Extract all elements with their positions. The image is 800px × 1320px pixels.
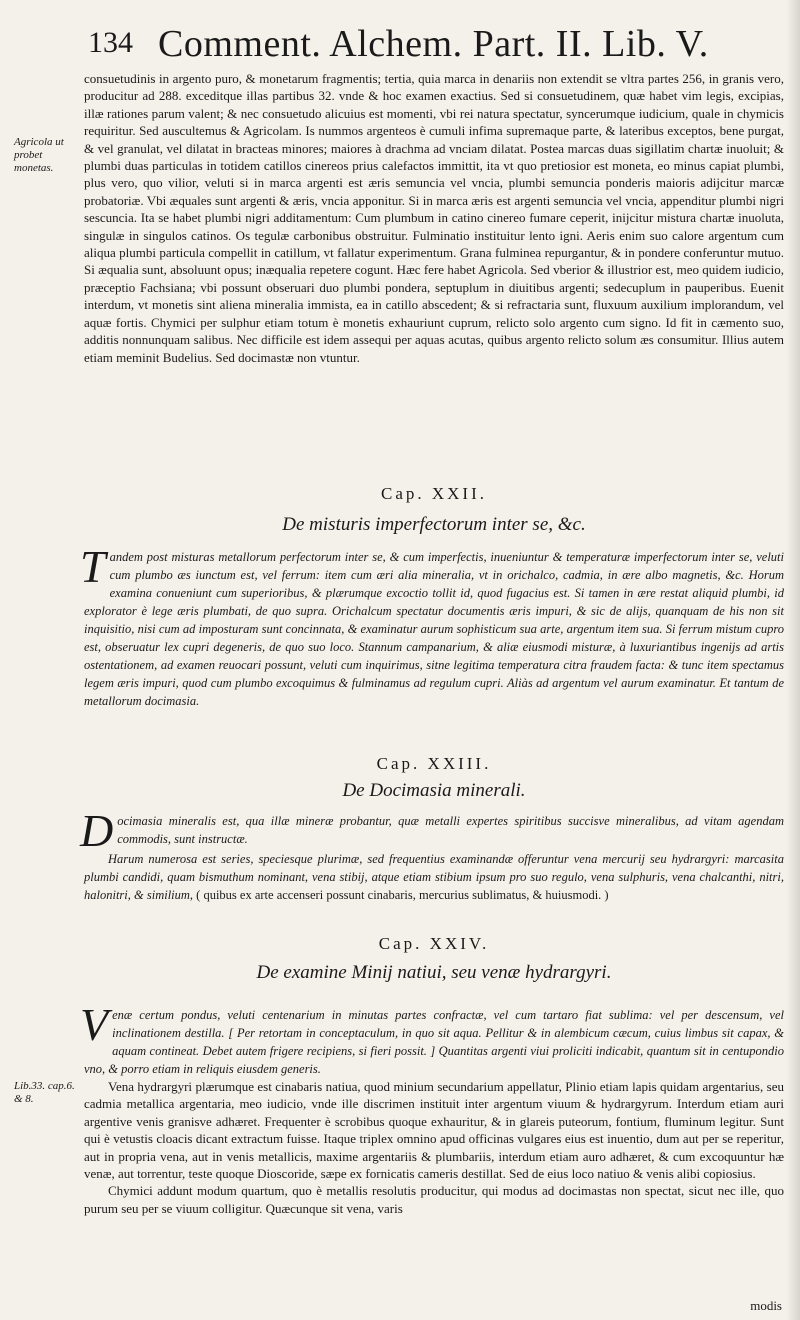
margin-note-lib-ref: Lib.33. cap.6. & 8. <box>14 1080 75 1105</box>
continuation-paragraph: consuetudinis in argento puro, & monetarum fragmentis; tertia, quia marca in denariis non extendit se vltra partes 256, in granis vero, producitur ad 288. exceditque illas partibus 32. vnde & hoc examen exactius. Sed si consuetudinem, quæ habet vim legis, excipias, illæ rationes parum valent; & nec consuetudo alicuius est momenti, vbi rei natura spectatur, syncerumque iudicium, quale in chymicis requiritur. Sed auscultemus & Agricolam. Is nummos argenteos è cumuli infima supremaque parte, & lateribus exceptos, bene purgat, & vel granulat, vel dilatat in bracteas minores; maiores à drachma ad vnciam dilatat. Postea marcas duas sigillatim chartæ inuoluit; & plumbi duas particulas in totidem catillos cinereos prius calefactos immittit, ita vt quo pretiosior est moneta, eo minus capiat plumbi, plus vero, quo vilior, veluti si in marca argenti est æris semuncia vel vncia, plumbi semuncia ponderis maioris adijcitur marcæ probatoriæ. Vbi æquales sunt argenti & æris, vncia apponitur. Si in marca æris est argenti semuncia vel vncia, appenditur plumbi nigri sescuncia. Ita se habet plumbi nigri additamentum: Cum plumbum in catino cinereo fumare ceperit, inijcitur mistura chartæ inuoluta, singulæ in singulos catinos. Os tegulæ carbonibus obstruitur. Fulminatio instituitur lento igni. Aeris enim suo calore argentum cum aliqua plumbi particula compellit in catillum, vt fallatur experimentum. Grana fulminea repurgantur, & in pondere conferuntur mutuo. Si æqualia sunt, absoluunt opus; inæqualia repetere cogunt. Hæc fere habet Agricola. Sed vberior & illustrior est, meo quidem iudicio, præceptio Fachsiana; vbi possunt obseruari duo plumbi pondera, septuplum in diuitibus argenti; sedecuplum in pauperibus. Euenit interdum, vt monetis sint aliena mineralia immista, ea in catillo abscedent; & si refractaria sunt, fluxuum auxilium implorandum, vel aquæ fortis. Chymici per sulphur etiam totum è monetis exhauriunt cuprum, relicto solo argento cum signo. Id fit in cæmento suo, additis nonnunquam salibus. Nec difficile est idem assequi per aquas acutas, quibus argento relicto solum æs consumitur. Illius autem etiam meminit Budelius. Sed docimastæ non vtuntur. <box>84 71 784 365</box>
chapter-24-number: Cap. XXIV. <box>378 934 490 953</box>
chapter-23-text-1: ocimasia mineralis est, qua illæ mineræ probantur, quæ metalli expertes spiritibus succisve mineralibus, ad vitam agendam commodis, sunt instructæ. <box>117 814 784 846</box>
page-gutter-shadow <box>786 0 800 1320</box>
chapter-23-heading <box>84 754 784 802</box>
margin-note-agricola: Agricola ut probet monetas. <box>14 136 64 174</box>
chapter-23-number: Cap. XXIII. <box>376 754 492 773</box>
chapter-24-dropcap: V <box>80 999 109 1050</box>
chapter-24-title: De examine Minij natiui, seu venæ hydrargyri. <box>256 962 612 983</box>
chapter-22-title: De misturis imperfectorum inter se, &c. <box>282 514 586 535</box>
chapter-23-dropcap: D <box>80 805 114 856</box>
chapter-23-title: De Docimasia minerali. <box>342 780 526 801</box>
chapter-24-heading <box>84 934 784 984</box>
chapter-22-heading <box>84 484 784 536</box>
chapter-22-dropcap: T <box>80 541 106 592</box>
chapter-22-number: Cap. XXII. <box>380 484 487 503</box>
page-number: 134 <box>88 26 133 59</box>
chapter-22-body <box>80 541 784 710</box>
catchword: modis <box>750 1298 782 1313</box>
chapter-24-text-italic: enæ certum pondus, veluti centenarium in minutas partes confractæ, vel cum tartaro fiat sublima: vel per descensum, vel inclinationem destilla. [ Per retortam in conceptaculum, in quo sit aqua. Pellitur & in alembicum cæcum, cuius limbus sit capax, & aquam contineat. Debet autem frigere recipiens, si fieri possit. ] Quantitas argenti viui proliciti indicabit, quantum sit in centupondio vno, & porro etiam in reliquis eiusdem generis. <box>84 1008 784 1076</box>
chapter-23-text-2: Harum numerosa est series, speciesque plurimæ, sed frequentius examinandæ offeruntur vena mercurij seu hydrargyri: marcasita plumbi candidi, quam bismuthum nominant, vena stibij, atque etiam stibium ipsum pro suo regulo, vena sulphuris, vena chalcanthi, nitri, halonitri, & similium, <box>84 852 784 902</box>
page-header <box>88 22 708 68</box>
running-title: Comment. Alchem. Part. II. Lib. V. <box>158 23 709 65</box>
chapter-24-paragraph-2: Vena hydrargyri plærumque est cinabaris natiua, quod minium secundarium appellatur, Plinio etiam lapis quidam argentarius, seu cadmia metallica argentaria, meo iudicio, vnde ille discrimen instituit inter argentum viuum & hydrargyrum. Interdum etiam auri argentive venis granisve adhæret. Frequenter è scrobibus quoque exhauritur, & in glareis puteorum, fontium, fluminum legitur. Sunt qui è vetustis cloacis dicant extractum fuisse. Itaque triplex omnino apud officinas vulgares eius est inuentio, dum aut per se reperitur, aut in propria vena, aut in venis metallicis, maxime argentariis & plumbariis, interdum etiam auro adhæret, & cum excoquuntur hæ venæ, aut torrentur, teste quoque Dioscoride, sæpe ex fornicatis cameris destillat. Sed de eius loco natiuo & venis alibi copiosius. <box>84 1079 784 1182</box>
chapter-24-body <box>80 999 784 1217</box>
chapter-24-paragraph-3: Chymici addunt modum quartum, quo è metallis resolutis producitur, qui modus ad docimastas non spectat, sicut nec ille, quo purum seu per se viuum colligitur. Quæcunque sit vena, varis <box>84 1183 784 1216</box>
chapter-23-body <box>80 805 784 904</box>
chapter-22-text: andem post misturas metallorum perfectorum inter se, & cum imperfectis, inueniuntur & temperaturæ imperfectorum inter se, veluti cum plumbo æs iunctum est, vel ferrum: item cum æri alia mineralia, vt in orichalco, cadmia, in ære albo magnetis, &c. Horum examina conueniunt cum superioribus, & plærumque excoctio tollit id, quod fugacius est. Si tamen in ære restat aliquid plumbi, id explorator è lege æris plumbati, de quo supra. Orichalcum spectatur documentis æris impuri, & sic de alijs, quanquam de his non sit inquisitio, nisi cum ad imposturam sunt concinnata, & examinatur aurum sophisticum sua arte, argentum item sua. Si ferrum mistum cupro est, obseruatur lex cupri degeneris, de quo suo loco. Stannum campanarium, & aliæ eiusmodi misturæ, à luxuriantibus ingenijs ad artis ostentationem, ad examen reuocari possunt, veluti cum inquirimus, sitne legitima temperatura citra fraudem facta: & tunc item spectamus legem æris impuri, quod cum plumbo excoquimus & fulminamus ad regulum cupri. Aliàs ad argentum vel aurum examinatur. Et tantum de metallorum docimasia. <box>84 550 784 708</box>
chapter-23-text-2-roman: ( quibus ex arte accenseri possunt cinabaris, mercurius sublimatus, & huiusmodi. ) <box>193 888 609 902</box>
section-continuation <box>84 70 784 366</box>
